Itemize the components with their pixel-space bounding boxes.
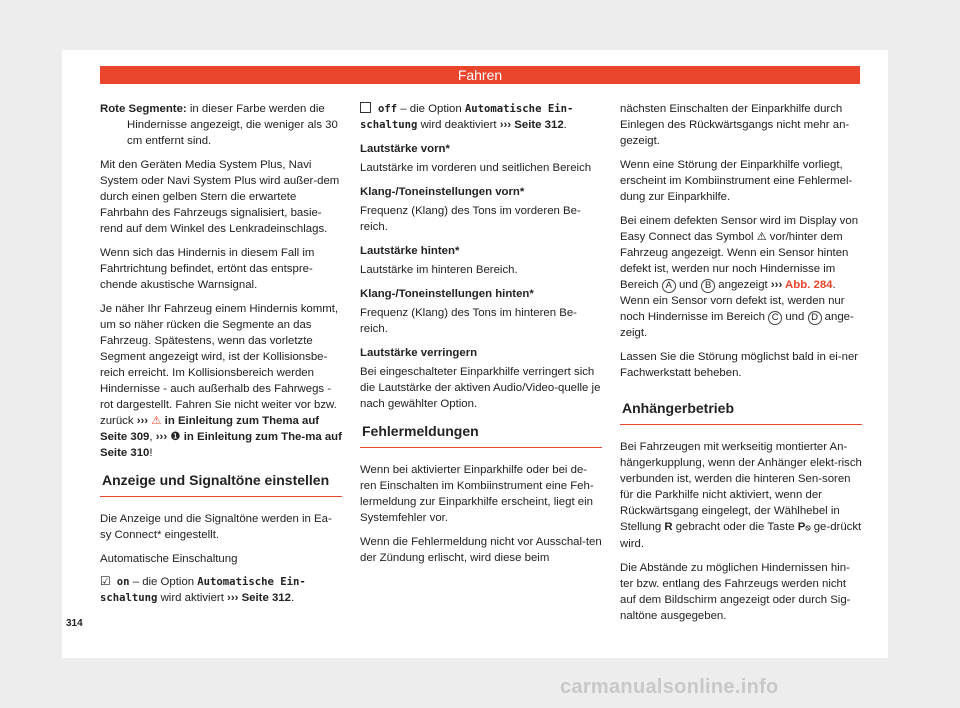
paragraph: Wenn eine Störung der Einparkhilfe vorliegt, erscheint im Kombiinstrument eine Fehlermel-dung zur Einparkhilfe. bbox=[620, 159, 853, 203]
page-header: Fahren bbox=[100, 66, 860, 84]
column-1 bbox=[100, 101, 342, 614]
page-number: 314 bbox=[66, 618, 83, 629]
paragraph-text: . Wenn ein Sensor vorn defekt ist, werden nur noch Hindernisse im Bereich bbox=[620, 279, 845, 323]
checkbox-checked-icon: ☑ bbox=[100, 574, 111, 588]
figure-reference-link[interactable]: Abb. 284 bbox=[782, 279, 833, 291]
paragraph: Bei eingeschalteter Einparkhilfe verringert sich die Lautstärke der aktiven Audio/Video-quelle je nach gewählter Option. bbox=[360, 366, 601, 410]
paragraph: Wenn sich das Hindernis in diesem Fall im Fahrtrichtung befindet, ertönt das entspre-chende akustische Warnsignal. bbox=[100, 247, 315, 291]
arrows-icon: ››› bbox=[155, 431, 168, 443]
punctuation: . bbox=[563, 119, 567, 131]
punctuation: ! bbox=[149, 447, 153, 459]
checkbox-empty-icon bbox=[360, 102, 371, 113]
paragraph-text: und bbox=[782, 311, 808, 323]
section-heading: Anhängerbetrieb bbox=[620, 399, 862, 425]
paragraph-text: vor/hinter dem Fahrzeug angezeigt. Wenn ein Sensor hinten defekt ist, werden nur noch Hindernisse im Bereich bbox=[620, 231, 849, 291]
paragraph-text: ge-drückt wird. bbox=[620, 521, 862, 550]
paragraph-warning-ref bbox=[100, 301, 342, 461]
subheading: Lautstärke hinten* bbox=[360, 245, 460, 257]
paragraph: Wenn bei aktivierter Einparkhilfe oder bei de-ren Einschalten im Kombiinstrument eine Feh-lermeldung zur Einparkhilfe erscheint, liegt ein Systemfehler vor. bbox=[360, 464, 594, 524]
section-heading: Anzeige und Signaltöne einstellen bbox=[100, 471, 342, 497]
option-on-line bbox=[100, 573, 342, 606]
option-name: Automatische Ein-schaltung bbox=[360, 103, 574, 131]
option-name: Automatische Ein-schaltung bbox=[100, 576, 306, 604]
paragraph-text: und bbox=[675, 279, 702, 291]
paragraph: Wenn die Fehlermeldung nicht vor Ausschal-ten der Zündung erlischt, wird diese beim bbox=[360, 536, 602, 564]
option-on-label: on bbox=[116, 576, 130, 588]
area-a-marker: A bbox=[662, 279, 676, 293]
paragraph-red-segments bbox=[100, 101, 342, 149]
option-off-label: off bbox=[378, 103, 398, 115]
info-icon: ❶ bbox=[170, 431, 181, 443]
column-3 bbox=[620, 101, 862, 632]
watermark: carmanualsonline.info bbox=[560, 676, 779, 698]
cross-reference-link[interactable]: in Einleitung zum Thema auf Seite 309 bbox=[100, 415, 320, 443]
option-text: – die Option bbox=[129, 576, 198, 588]
warning-triangle-icon: ⚠ bbox=[756, 231, 767, 243]
subheading: Lautstärke verringern bbox=[360, 347, 478, 359]
paragraph: Frequenz (Klang) des Tons im vorderen Be-reich. bbox=[360, 205, 581, 233]
area-d-marker: D bbox=[808, 311, 822, 325]
paragraph: Mit den Geräten Media System Plus, Navi System oder Navi System Plus wird außer-dem durch einen gelben Stern die erwartete Fahrbahn des Fahrzeugs signalisiert, basie-rend auf dem Winkel des Lenkradeinschlags. bbox=[100, 159, 340, 235]
option-text: wird aktiviert bbox=[157, 592, 228, 604]
red-segments-label: Rote Segmente: bbox=[100, 103, 187, 115]
paragraph-text: gebracht oder die Taste bbox=[672, 521, 798, 533]
punctuation: . bbox=[290, 592, 295, 604]
arrows-icon: ››› bbox=[499, 119, 512, 131]
option-text: – die Option bbox=[397, 103, 465, 115]
paragraph: Die Abstände zu möglichen Hindernissen hin-ter bzw. entlang des Fahrzeugs werden nicht auf dem Bildschirm angezeigt oder durch Sig-naltöne ausgegeben. bbox=[620, 562, 851, 622]
cross-reference-link[interactable]: in Einleitung zum The-ma auf Seite 310 bbox=[100, 431, 342, 459]
option-off-line bbox=[360, 101, 602, 133]
paragraph-text: ange-zeigt. bbox=[620, 311, 854, 339]
subheading: Klang-/Toneinstellungen vorn* bbox=[360, 186, 525, 198]
cross-reference-link[interactable]: Seite 312 bbox=[511, 119, 564, 131]
paragraph-text: Bei einem defekten Sensor wird im Display von Easy Connect das Symbol bbox=[620, 215, 859, 243]
arrows-icon: ››› bbox=[227, 592, 239, 604]
paragraph: Die Anzeige und die Signaltöne werden in Ea-sy Connect* eingestellt. bbox=[100, 513, 332, 541]
paragraph: Lautstärke im vorderen und seitlichen Bereich bbox=[360, 162, 592, 174]
paragraph: Frequenz (Klang) des Tons im hinteren Be-reich. bbox=[360, 307, 577, 335]
column-2 bbox=[360, 101, 602, 574]
paragraph-text: angezeigt bbox=[715, 279, 771, 291]
paragraph-sensor-defect bbox=[620, 213, 862, 341]
area-b-marker: B bbox=[701, 279, 715, 293]
cross-reference-link[interactable]: Seite 312 bbox=[238, 592, 291, 604]
section-heading: Fehlermeldungen bbox=[360, 422, 602, 448]
separator: , bbox=[149, 431, 156, 443]
arrows-icon: ››› bbox=[770, 279, 783, 291]
arrows-icon: ››› bbox=[136, 415, 149, 427]
gear-position-r: R bbox=[664, 521, 673, 533]
subheading: Lautstärke vorn* bbox=[360, 143, 450, 155]
subheading: Automatische Einschaltung bbox=[100, 553, 238, 565]
paragraph: Lautstärke im hinteren Bereich. bbox=[360, 264, 518, 276]
paragraph: Lassen Sie die Störung möglichst bald in ei-ner Fachwerkstatt beheben. bbox=[620, 351, 859, 379]
option-text: wird deaktiviert bbox=[417, 119, 500, 131]
warning-triangle-icon: ⚠ bbox=[151, 415, 162, 427]
paragraph: nächsten Einschalten der Einparkhilfe durch Einlegen des Rückwärtsgangs nicht mehr an-gezeigt. bbox=[620, 103, 850, 147]
paragraph-text: Bei Fahrzeugen mit werkseitig montierter An-hängerkupplung, wenn der Anhänger elekt-risch verbunden ist, werden die hinteren Sen-soren für die Parkhilfe nicht aktiviert, wenn der Rückwärtsgang eingelegt, der Wählhebel in Stellung bbox=[620, 441, 862, 533]
park-assist-key-icon: P⦸ bbox=[797, 521, 811, 533]
red-segments-text: in dieser Farbe werden die Hindernisse angezeigt, die weniger als 30 cm entfernt sind. bbox=[127, 103, 338, 147]
subheading: Klang-/Toneinstellungen hinten* bbox=[360, 288, 534, 300]
paragraph-trailer bbox=[620, 439, 862, 552]
area-c-marker: C bbox=[768, 311, 782, 325]
paragraph-text: Je näher Ihr Fahrzeug einem Hindernis kommt, um so näher rücken die Segmente an das Fahrzeug. Spätestens, wenn das vorletzte Segment angezeigt wird, ist der Kollisionsbe-reich erreicht. Im Kollisionsbereich werden Hindernisse - auch außerhalb des Fahrwegs - rot dargestellt. Fahren Sie nicht weiter vor bzw. zurück bbox=[100, 303, 339, 427]
